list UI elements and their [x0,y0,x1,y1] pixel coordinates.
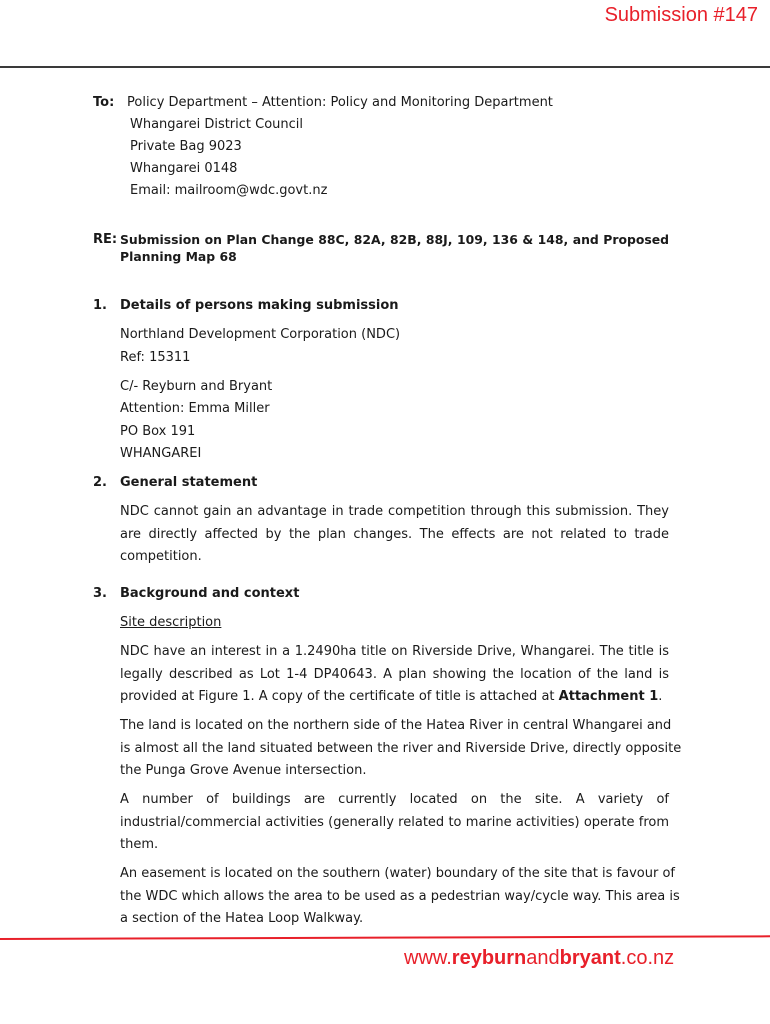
paragraph-line: are directly affected by the plan changes. The effects are not related to trade [120,527,669,542]
paragraph-line: legally described as Lot 1-4 DP40643. A plan showing the location of the land is [120,667,669,682]
submitter-ref: Ref: 15311 [120,350,191,365]
section-1-heading: Details of persons making submission [120,298,399,313]
address-line: Attention: Emma Miller [120,401,270,416]
submitter-name: Northland Development Corporation (NDC) [120,327,401,342]
section-2-heading: General statement [120,475,258,490]
re-subject-line: Planning Map 68 [120,249,237,264]
address-line: PO Box 191 [120,424,196,439]
paragraph-line: The land is located on the northern side of the Hatea River in central Whangarei and [120,718,672,733]
site-description-subheading: Site description [120,615,222,630]
paragraph-line: industrial/commercial activities (generally related to marine activities) operate from [120,815,669,830]
re-subject-line: Submission on Plan Change 88C, 82A, 82B, 88J, 109, 136 & 148, and Proposed [120,232,669,247]
to-line: Whangarei 0148 [130,161,238,176]
footer-brand: reyburn [451,947,527,969]
paragraph-line: the WDC which allows the area to be used as a pedestrian way/cycle way. This area is [120,889,680,904]
address-line: WHANGAREI [120,446,202,461]
to-label: To: [93,95,115,110]
submission-number: Submission #147 [604,4,758,26]
header-divider [0,66,770,68]
footer-text: .co.nz [620,947,675,969]
paragraph-line: is almost all the land situated between the river and Riverside Drive, directly opposite [120,741,682,756]
to-line: Policy Department – Attention: Policy and Monitoring Department [127,95,553,110]
to-line: Private Bag 9023 [130,139,242,154]
section-number: 2. [93,475,107,490]
paragraph-line: the Punga Grove Avenue intersection. [120,763,367,778]
footer-brand: bryant [559,947,621,969]
paragraph-line: An easement is located on the southern (water) boundary of the site that is favour of [120,866,676,881]
section-3-heading: Background and context [120,586,300,601]
address-line: C/- Reyburn and Bryant [120,379,273,394]
paragraph-line [120,686,662,708]
attachment-reference: Attachment 1 [558,689,659,704]
paragraph-line: A number of buildings are currently located on the site. A variety of [120,792,669,807]
paragraph-text: provided at Figure 1. A copy of the certificate of title is attached at [120,689,559,704]
email-address: Email: mailroom@wdc.govt.nz [130,183,328,198]
paragraph-line: them. [120,837,159,852]
paragraph-line: a section of the Hatea Loop Walkway. [120,911,364,926]
to-line: Whangarei District Council [130,117,304,132]
paragraph-line: NDC have an interest in a 1.2490ha title on Riverside Drive, Whangarei. The title is [120,644,669,659]
paragraph-line: competition. [120,549,202,564]
paragraph-text: . [658,689,663,704]
section-number: 1. [93,298,107,313]
footer-text: and [526,947,560,969]
footer-text: www. [404,947,452,969]
section-number: 3. [93,586,107,601]
footer-divider [0,935,770,940]
footer-website [404,947,674,970]
paragraph-line: NDC cannot gain an advantage in trade competition through this submission. They [120,504,669,519]
re-label: RE: [93,232,118,247]
